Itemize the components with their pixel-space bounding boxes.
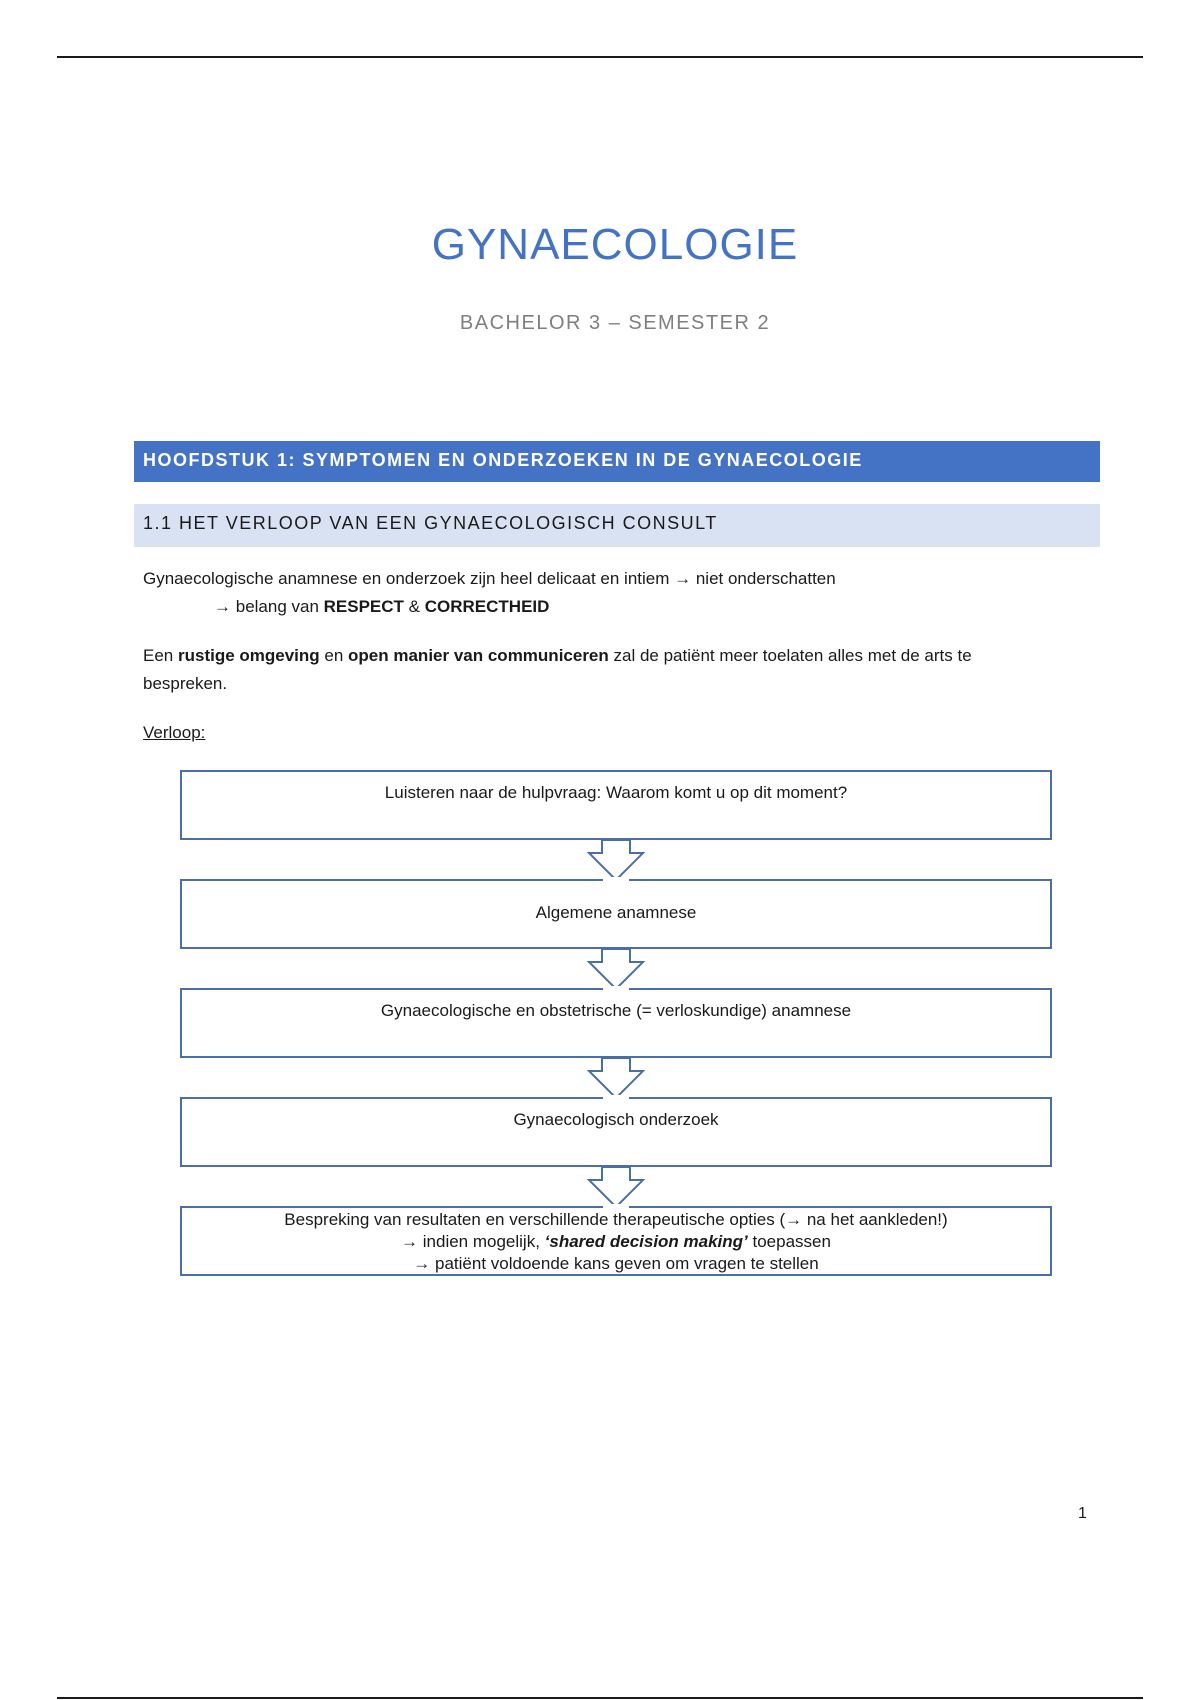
flow-arrow-down-icon — [589, 1058, 643, 1098]
arrow-glyph: → — [214, 597, 231, 616]
flow-arrow-down-icon — [589, 949, 643, 989]
correctheid-emphasis: CORRECTHEID — [424, 597, 550, 616]
flow-step-5-line-2: → indien mogelijk, ‘shared decision making’ toepassen — [401, 1232, 831, 1251]
flow-step-5-line-3: → patiënt voldoende kans geven om vragen te stellen — [413, 1254, 819, 1273]
flow-step-2-label: Algemene anamnese — [535, 903, 697, 922]
footer-rule — [57, 1697, 1143, 1699]
intro-paragraph: Gynaecologische anamnese en onderzoek zijn heel delicaat en intiem → niet onderschatten — [143, 569, 836, 588]
communication-paragraph: Een rustige omgeving en open manier van communiceren zal de patiënt meer toelaten alles met de arts te bespreken. — [143, 646, 972, 693]
flow-step-5-line-1: Bespreking van resultaten en verschillende therapeutische opties (→ na het aankleden!) — [284, 1210, 948, 1229]
flow-step-1-label: Luisteren naar de hulpvraag: Waarom komt u op dit moment? — [384, 783, 848, 802]
flow-arrow-down-icon — [589, 840, 643, 880]
flow-step-4-label: Gynaecologisch onderzoek — [513, 1110, 719, 1129]
respect-emphasis: RESPECT — [323, 597, 404, 616]
flow-step-3-label: Gynaecologische en obstetrische (= verloskundige) anamnese — [380, 1001, 852, 1020]
verloop-label: Verloop: — [143, 723, 206, 742]
flow-arrow-down-icon — [589, 1167, 643, 1207]
section-heading: 1.1 HET VERLOOP VAN EEN GYNAECOLOGISCH CONSULT — [134, 504, 1100, 547]
chapter-heading: HOOFDSTUK 1: SYMPTOMEN EN ONDERZOEKEN IN DE GYNAECOLOGIE — [134, 441, 1100, 482]
page-number: 1 — [1078, 1505, 1087, 1522]
document-title: GYNAECOLOGIE — [431, 220, 799, 269]
intro-paragraph-followup: → belang van RESPECT & CORRECTHEID — [214, 597, 550, 616]
document-subtitle: BACHELOR 3 – SEMESTER 2 — [459, 312, 771, 334]
